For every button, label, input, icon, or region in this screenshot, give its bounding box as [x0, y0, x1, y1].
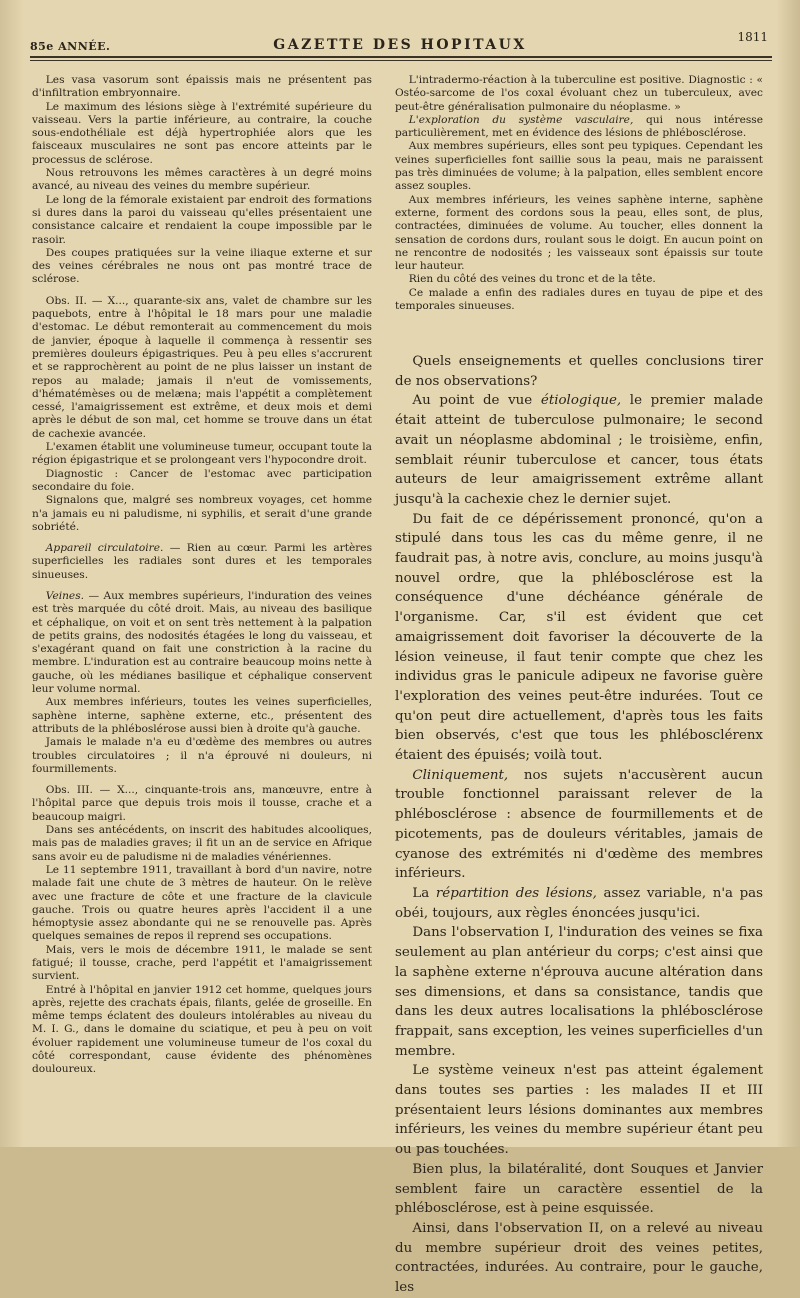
- paragraph-text: Rien du côté des veines du tronc et de la tête.: [408, 273, 656, 286]
- paragraph-text: — Aux membres supérieurs, l'induration des veines est très marquée du côté droit. Mais, au niveau des basilique et céphalique, on voit et on sent très nettement à la palpation de petits grains, des nodosités étagées le long du vaisseau, et s'exagérant quand on fait une constriction à la racine du membre. L'induration est au contraire beaucoup moins nette à gauche, où les médianes basilique et céphalique conservent leur volume normal.: [32, 589, 372, 696]
- paragraph: [32, 194, 372, 247]
- paragraph-text: Quels enseignements et quelles conclusions tirer de nos observations?: [395, 354, 763, 389]
- paragraph-text: Aux membres inférieurs, les veines saphène interne, saphène externe, forment des cordons sous la peau, elles sont, de plus, contractées, diminuées de volume. Au toucher, elles donnent la sensation de cordons durs, roulant sous le doigt. En aucun point on ne rencontre de nodosités ; les vaisseaux sont épaissis sur toute leur hauteur.: [395, 193, 763, 273]
- right-column-notes: [395, 74, 763, 313]
- paragraph: [32, 441, 372, 468]
- italic-label: étiologique,: [540, 393, 622, 409]
- paragraph-text: Obs. II. — X..., quarante-six ans, valet de chambre sur les paquebots, entre à l'hôpital le 18 mars pour une maladie d'estomac. Le début remonterait au commencement du mois de janvier, époque à laquelle il commença à ressentir ses premières douleurs épigastriques. Peu à peu elles s'accrurent et se rapprochèrent au point de ne plus laisser un instant de repos au malade; jamais il n'eut de vomissements, d'hématémèses ou de melæna; mais l'appétit a complètement cessé, l'amaigrissement est extrême, et deux mois et demi après le début de son mal, cet homme se trouve dans un état de cachexie avancée.: [32, 294, 372, 440]
- paragraph-text: L'examen établit une volumineuse tumeur, occupant toute la région épigastrique et se prolongeant vers l'hypocondre droit.: [32, 441, 372, 467]
- page-number: 1811: [737, 30, 768, 44]
- italic-label: Cliniquement,: [412, 767, 509, 783]
- edition-label: 85e ANNÉE.: [30, 40, 111, 53]
- paragraph-text: — Rien au cœur. Parmi les artères superficielles les radiales sont dures et les temporales sinueuses.: [32, 542, 373, 581]
- paragraph-text: Diagnostic : Cancer de l'estomac avec participation secondaire du foie.: [32, 467, 372, 493]
- paragraph: [32, 74, 372, 101]
- paragraph-text: Le système veineux n'est pas atteint également dans toutes ses parties : les malades II et III présentaient leurs lésions dominantes aux membres inférieurs, les veines du membre supérieur étant peu ou pas touchées.: [395, 1063, 763, 1158]
- paragraph: [32, 736, 372, 776]
- paragraph: [32, 784, 372, 824]
- paragraph-text: Le 11 septembre 1911, travaillant à bord d'un navire, notre malade fait une chute de 3 mètres de hauteur. On le relève avec une fracture de côte et une fracture de la clavicule gauche. Trois ou quatre heures après l'accident il a une hémoptysie assez abondante qui ne se renouvelle pas. Après quelques semaines de repos il reprend ses occupations.: [32, 863, 372, 943]
- paragraph-text: Du fait de ce dépérissement prononcé, qu'on a stipulé dans tous les cas du même genre, il ne faudrait pas, à notre avis, conclure, au moins jusqu'à nouvel ordre, que la phlébosclérose est la conséquence d'une déchéance générale de l'organisme. Car, s'il est évident que cet amaigrissement doit favoriser la découverte de la lésion veineuse, il faut tenir compte que chez les individus gras le panicule adipeux ne favorise guère l'exploration des veines peut-être indurées. Tout ce qu'on peut dire actuellement, d'après tous les faits bien observés, c'est que tous les phlébosclérenx étaient des épuisés; voilà tout.: [395, 511, 763, 764]
- paragraph-text: Mais, vers le mois de décembre 1911, le malade se sent fatigué; il tousse, crache, perd l'appétit et l'amaigrissement survient.: [32, 943, 372, 983]
- paragraph: [395, 923, 763, 1061]
- paragraph-text: assez variable, n'a pas obéi, toujours, aux règles énoncées jusqu'ici.: [395, 885, 764, 921]
- italic-label: Appareil circulatoire.: [45, 542, 164, 555]
- paragraph: [32, 542, 372, 582]
- paragraph: [395, 114, 763, 141]
- paragraph-text: Ce malade a enfin des radiales dures en tuyau de pipe et des temporales sinueuses.: [395, 286, 763, 313]
- paragraph: [32, 295, 372, 441]
- paragraph-text: nos sujets n'accusèrent aucun trouble fonctionnel paraissant relever de la phlébosclérose : absence de fourmillements et de picotements, pas de douleurs véritables, jamais de cyanose des extrémités ni d'œdème des membres inférieurs.: [395, 767, 763, 882]
- paragraph-text: Dans l'observation I, l'induration des veines se fixa seulement au plan antérieur du corps; c'est ainsi que la saphène externe n'éprouva aucune altération dans ses dimensions, et dans sa consistance, tandis que dans les deux autres localisations la phlébosclérose frappait, sans exception, les veines superficielles d'un membre.: [395, 925, 763, 1059]
- paragraph: [32, 824, 372, 864]
- paragraph: [395, 194, 763, 274]
- header-rule-thin: [30, 60, 772, 61]
- journal-title: GAZETTE DES HOPITAUX: [273, 37, 527, 53]
- paragraph-text: Dans ses antécédents, on inscrit des habitudes alcooliques, mais pas de maladies graves; il fit un an de service en Afrique sans avoir eu de paludisme ni de maladies vénériennes.: [32, 824, 372, 863]
- paragraph-lead: La: [412, 885, 436, 901]
- italic-label: L'exploration du système vasculaire,: [408, 113, 634, 126]
- header-rule: [30, 56, 772, 58]
- paragraph: [395, 766, 763, 884]
- italic-label: répartition des lésions,: [435, 885, 597, 901]
- paragraph-lead: Au point de vue: [412, 393, 541, 409]
- paragraph: [395, 1219, 763, 1298]
- paragraph: [395, 352, 763, 391]
- paragraph: [395, 287, 763, 314]
- paragraph: [32, 864, 372, 944]
- paragraph: [395, 1160, 763, 1219]
- paragraph-text: Entré à l'hôpital en janvier 1912 cet homme, quelques jours après, rejette des crachats épais, filants, gelée de groseille. En même temps éclatent des douleurs intolérables au niveau du M. I. G., dans le domaine du sciatique, et peu à peu on voit évoluer rapidement une volumineuse tumeur de l'os coxal du côté correspondant, cause évidente des phénomènes douloureux.: [32, 983, 372, 1076]
- paragraph-text: Nous retrouvons les mêmes caractères à un degré moins avancé, au niveau des veines du membre supérieur.: [32, 167, 372, 193]
- paragraph: [395, 140, 763, 193]
- paragraph-text: le premier malade était atteint de tuberculose pulmonaire; le second avait un néoplasme abdominal ; le troisième, enfin, semblait réunir tuberculose et cancer, tous états auteurs de leur amaigrissement extrême allant jusqu'à la cachexie chez le dernier sujet.: [395, 393, 763, 507]
- paragraph-text: Le maximum des lésions siège à l'extrémité supérieure du vaisseau. Vers la partie inférieure, au contraire, la couche sous-endothéliale est déjà hypertrophiée alors que les faisceaux musculaires ne sont pas encore atteints par le processus de sclérose.: [32, 100, 372, 166]
- paragraph-text: L'intradermo-réaction à la tuberculine est positive. Diagnostic : « Ostéo-sarcome de l'os coxal évoluant chez un tuberculeux, avec peut-être généralisation pulmonaire du néoplasme. »: [395, 74, 763, 113]
- paragraph-text: Aux membres supérieurs, elles sont peu typiques. Cependant les veines superficielles font saillie sous la peau, mais ne paraissent pas très diminuées de volume; à la palpation, elles semblent encore assez souples.: [395, 140, 763, 193]
- paragraph: [395, 74, 763, 114]
- paragraph: [32, 944, 372, 984]
- paragraph-text: Des coupes pratiquées sur la veine iliaque externe et sur des veines cérébrales ne nous ont pas montré trace de sclérose.: [32, 246, 372, 286]
- paragraph: [32, 167, 372, 194]
- paragraph: [32, 247, 372, 287]
- paragraph-text: Obs. III. — X..., cinquante-trois ans, manœuvre, entre à l'hôpital parce que depuis trois mois il tousse, crache et a beaucoup maigri.: [32, 784, 372, 823]
- paragraph: [32, 494, 372, 534]
- paragraph-text: Aux membres inférieurs, toutes les veines superficielles, saphène interne, saphène externe, etc., présentent des attributs de la phléboslérose aussi bien à droite qu'à gauche.: [32, 696, 372, 735]
- paragraph: [32, 590, 372, 696]
- paragraph: [395, 510, 763, 766]
- paragraph: [32, 468, 372, 495]
- paragraph-text: Le long de la fémorale existaient par endroit des formations si dures dans la paroi du vaisseau qu'elles présentaient une consistance calcaire et rendaient la coupe impossible par le rasoir.: [32, 193, 372, 246]
- paragraph: [32, 696, 372, 736]
- paragraph: [395, 391, 763, 509]
- paragraph-text: Jamais le malade n'a eu d'œdème des membres ou autres troubles circulatoires ; il n'a éprouvé ni douleurs, ni fourmillements.: [32, 736, 372, 775]
- paragraph-text: Ainsi, dans l'observation II, on a relevé au niveau du membre supérieur droit des veines petites, contractées, indurées. Au contraire, pour le gauche, les: [395, 1220, 763, 1296]
- paragraph: [32, 984, 372, 1077]
- paragraph: [395, 273, 763, 286]
- paragraph-text: Signalons que, malgré ses nombreux voyages, cet homme n'a jamais eu ni paludisme, ni syphilis, et serait d'une grande sobriété.: [32, 494, 372, 533]
- paragraph-text: Bien plus, la bilatéralité, dont Souques et Janvier semblent faire un caractère essentiel de la phlébosclérose, est à peine esquissée.: [395, 1161, 763, 1217]
- paragraph: [32, 101, 372, 167]
- italic-label: Veines.: [45, 589, 84, 602]
- paragraph-text: Les vasa vasorum sont épaissis mais ne présentent pas d'infiltration embryonnaire.: [32, 74, 372, 100]
- right-column-discussion: [395, 352, 763, 1298]
- paragraph-text: qui nous intéresse particulièrement, met en évidence des lésions de phlébosclérose.: [395, 113, 763, 140]
- paragraph: [395, 1061, 763, 1160]
- paragraph: [395, 884, 763, 923]
- left-column: [32, 74, 372, 1077]
